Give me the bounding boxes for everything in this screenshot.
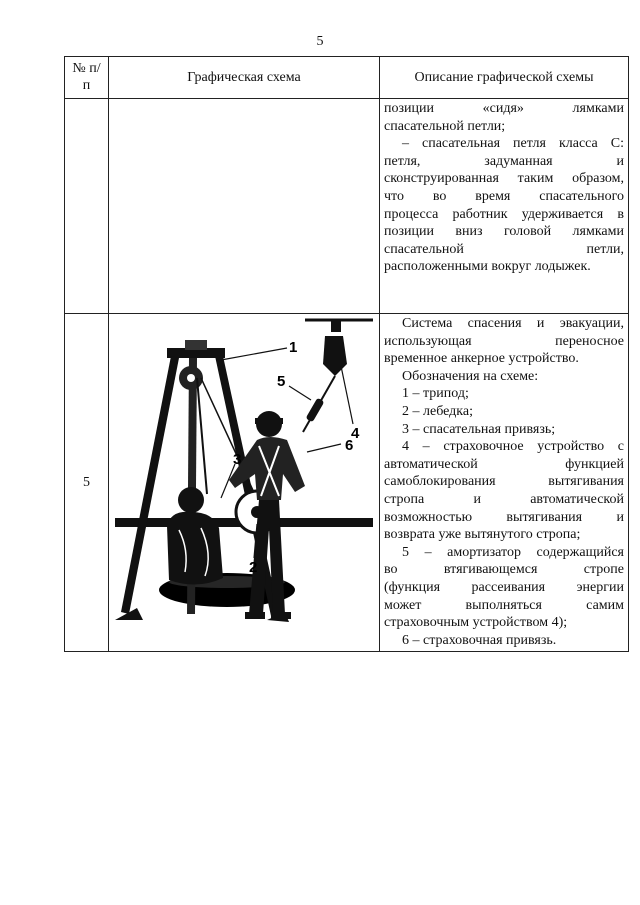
desc-line: 5 – амортизатор содержащийся	[402, 544, 624, 560]
callout-leader	[289, 386, 311, 400]
rope-line	[197, 378, 207, 494]
desc-line: во втягивающемся стропе	[384, 562, 624, 578]
callout-4: 4	[351, 425, 360, 442]
desc-line: расположенными вокруг лодыжек.	[384, 259, 591, 275]
desc-line: 6 – страховочная привязь.	[402, 632, 557, 648]
callout-6: 6	[345, 437, 354, 454]
desc-line: что во время спасательного	[384, 188, 624, 204]
callout-leader	[221, 348, 287, 360]
desc-line: Обозначения на схеме:	[402, 368, 539, 384]
desc-line: Система спасения и эвакуации,	[402, 316, 624, 331]
callout-3: 3	[233, 451, 242, 468]
rescued-person-body	[167, 512, 223, 585]
fall-arrester-icon	[323, 336, 347, 376]
desc-line: позиции «сидя» лямками	[384, 101, 624, 116]
desc-line: – спасательная петля класса С:	[402, 136, 624, 152]
row-continuation-scheme	[109, 99, 380, 314]
desc-line: возможностью вытягивания и	[384, 509, 624, 525]
callout-2: 2	[249, 559, 258, 576]
row-5-num: 5	[65, 314, 109, 652]
row-continuation-description	[380, 99, 629, 314]
scheme-table	[64, 56, 629, 652]
desc-line: страховочным устройством 4);	[384, 615, 568, 631]
desc-line: автоматической функцией	[384, 456, 624, 472]
desc-line: 3 – спасательная привязь;	[402, 421, 556, 437]
desc-line: использующая переносное	[384, 333, 624, 349]
desc-line: 1 – трипод;	[402, 386, 469, 402]
desc-line: процесса работник удерживается в	[384, 206, 624, 222]
header-scheme: Графическая схема	[109, 57, 380, 99]
callout-leader	[341, 366, 353, 424]
row-continuation-num	[65, 99, 109, 314]
row-5-scheme	[109, 314, 380, 652]
desc-line: 4 – страховочное устройство с	[402, 439, 624, 455]
desc-line: петля, задуманная и	[384, 153, 624, 169]
page-number: 5	[316, 34, 324, 49]
row-5-description	[380, 314, 629, 652]
desc-line: (функция рассеивания энергии	[384, 579, 624, 595]
table-row-continuation	[65, 99, 629, 314]
callout-5: 5	[277, 373, 286, 390]
desc-line: позиции вниз головой лямками	[384, 224, 624, 240]
table-header-row	[65, 57, 629, 99]
header-description: Описание графической схемы	[380, 57, 629, 99]
desc-line: может выполняться самим	[384, 597, 624, 613]
tripod-head-top	[185, 340, 207, 350]
header-num: № п/п	[65, 57, 109, 99]
desc-line: спасательной петли,	[384, 241, 624, 257]
energy-absorber-icon	[306, 398, 325, 423]
desc-line: временное анкерное устройство.	[384, 351, 579, 367]
rescue-system-illustration	[109, 314, 380, 644]
table-row-5	[65, 314, 629, 652]
desc-line: спасательной петли;	[384, 118, 506, 134]
callout-leader	[307, 444, 341, 452]
desc-line: самоблокирования вытягивания	[384, 474, 624, 490]
desc-line: 2 – лебедка;	[402, 403, 473, 419]
rescued-person-head	[178, 487, 204, 513]
desc-line: стропа и автоматической	[384, 491, 624, 507]
callout-1: 1	[289, 339, 298, 356]
desc-line: сконструированная таким образом,	[384, 171, 624, 187]
desc-line: возврата уже вытянутого стропа;	[384, 527, 581, 543]
rescue-scheme-svg	[109, 314, 380, 644]
